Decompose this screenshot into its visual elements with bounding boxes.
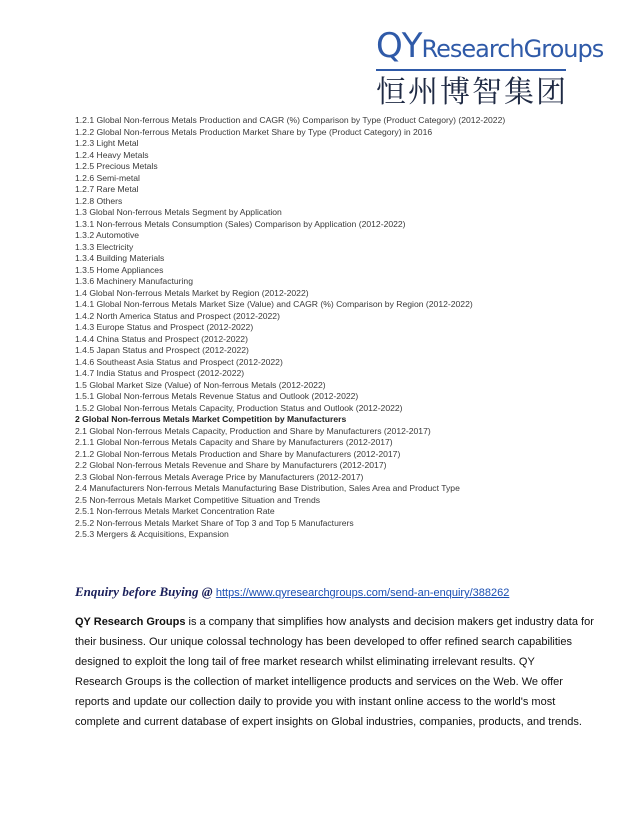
- toc-item: 1.2.1 Global Non-ferrous Metals Production and CAGR (%) Comparison by Type (Product Category) (2012-2022): [75, 115, 506, 125]
- company-logo: [376, 26, 604, 111]
- table-of-contents: [75, 115, 585, 541]
- toc-item: 1.2.2 Global Non-ferrous Metals Production Market Share by Type (Product Category) in 2016: [75, 126, 433, 137]
- about-line-5: reports and update our collection daily to provide you with instant online access to the world's most: [75, 696, 556, 708]
- toc-item: 2.1 Global Non-ferrous Metals Capacity, Production and Share by Manufacturers (2012-2017): [75, 425, 431, 436]
- toc-item: 1.4.4 China Status and Prospect (2012-2022): [75, 333, 248, 344]
- toc-item: 2 Global Non-ferrous Metals Market Competition by Manufacturers: [75, 414, 347, 424]
- company-name: QY Research Groups: [75, 616, 186, 628]
- toc-item: 2.3 Global Non-ferrous Metals Average Price by Manufacturers (2012-2017): [75, 471, 364, 482]
- about-line-3: designed to exploit the long tail of free market research whilst eliminating irrelevant results. QY: [75, 656, 535, 668]
- logo-research: Research: [421, 35, 524, 63]
- toc-item: 2.1.2 Global Non-ferrous Metals Production and Share by Manufacturers (2012-2017): [75, 448, 401, 459]
- toc-item: 2.1.1 Global Non-ferrous Metals Capacity and Share by Manufacturers (2012-2017): [75, 437, 393, 447]
- toc-item: 1.5.2 Global Non-ferrous Metals Capacity, Production Status and Outlook (2012-2022): [75, 402, 403, 413]
- logo-qy: QY: [376, 26, 422, 66]
- toc-item: 1.3.4 Building Materials: [75, 253, 165, 263]
- toc-item: 1.2.7 Rare Metal: [75, 184, 139, 194]
- toc-item: 1.4.3 Europe Status and Prospect (2012-2022): [75, 322, 254, 332]
- about-line-2: their business. Our unique colossal technology has been developed to offer refined search capabilities: [75, 636, 572, 648]
- toc-item: 1.5.1 Global Non-ferrous Metals Revenue Status and Outlook (2012-2022): [75, 391, 359, 401]
- toc-item: 1.3.5 Home Appliances: [75, 264, 164, 275]
- about-line-4: Research Groups is the collection of market intelligence products and services on the Web. We offer: [75, 676, 563, 688]
- toc-item: 2.5.2 Non-ferrous Metals Market Share of Top 3 and Top 5 Manufacturers: [75, 517, 354, 528]
- toc-item: 1.4.1 Global Non-ferrous Metals Market Size (Value) and CAGR (%) Comparison by Region (2012-2022): [75, 299, 473, 309]
- about-line-1-rest: is a company that simplifies how analysts and decision makers get industry data for: [185, 616, 594, 628]
- toc-item: 1.3.2 Automotive: [75, 230, 140, 240]
- about-line-1: [75, 612, 594, 632]
- toc-item: 1.4.5 Japan Status and Prospect (2012-2022): [75, 345, 249, 355]
- toc-item: 1.3.3 Electricity: [75, 241, 134, 252]
- enquiry-line: [75, 584, 509, 600]
- enquiry-label: Enquiry before Buying @: [75, 584, 216, 599]
- about-line-6: complete and current database of expert insights on Global industries, companies, products, and trends.: [75, 716, 582, 728]
- toc-item: 2.5.1 Non-ferrous Metals Market Concentration Rate: [75, 506, 275, 516]
- logo-chinese: 恒州博智集团: [376, 75, 568, 110]
- toc-item: 2.4 Manufacturers Non-ferrous Metals Manufacturing Base Distribution, Sales Area and Product Type: [75, 483, 460, 493]
- toc-item: 1.2.6 Semi-metal: [75, 172, 140, 183]
- toc-item: 1.3.6 Machinery Manufacturing: [75, 276, 193, 286]
- logo-groups: Groups: [523, 35, 604, 63]
- toc-item: 1.3.1 Non-ferrous Metals Consumption (Sales) Comparison by Application (2012-2022): [75, 218, 406, 229]
- toc-item: 2.2 Global Non-ferrous Metals Revenue and Share by Manufacturers (2012-2017): [75, 460, 387, 470]
- about-paragraph: [75, 612, 594, 732]
- toc-item: 1.4 Global Non-ferrous Metals Market by Region (2012-2022): [75, 287, 309, 298]
- toc-item: 1.2.4 Heavy Metals: [75, 149, 149, 160]
- toc-item: 1.4.7 India Status and Prospect (2012-2022): [75, 368, 245, 378]
- toc-item: 1.2.5 Precious Metals: [75, 161, 158, 171]
- logo-english: [376, 26, 604, 67]
- toc-item: 1.5 Global Market Size (Value) of Non-ferrous Metals (2012-2022): [75, 379, 326, 390]
- toc-item: 2.5.3 Mergers & Acquisitions, Expansion: [75, 529, 229, 539]
- toc-item: 2.5 Non-ferrous Metals Market Competitive Situation and Trends: [75, 494, 321, 505]
- toc-item: 1.4.6 Southeast Asia Status and Prospect (2012-2022): [75, 356, 283, 367]
- toc-item: 1.2.3 Light Metal: [75, 138, 139, 148]
- toc-item: 1.3 Global Non-ferrous Metals Segment by Application: [75, 207, 282, 217]
- logo-divider: [376, 69, 566, 71]
- enquiry-link[interactable]: https://www.qyresearchgroups.com/send-an-enquiry/388262: [215, 587, 510, 599]
- toc-item: 1.2.8 Others: [75, 195, 123, 206]
- toc-item: 1.4.2 North America Status and Prospect (2012-2022): [75, 310, 280, 321]
